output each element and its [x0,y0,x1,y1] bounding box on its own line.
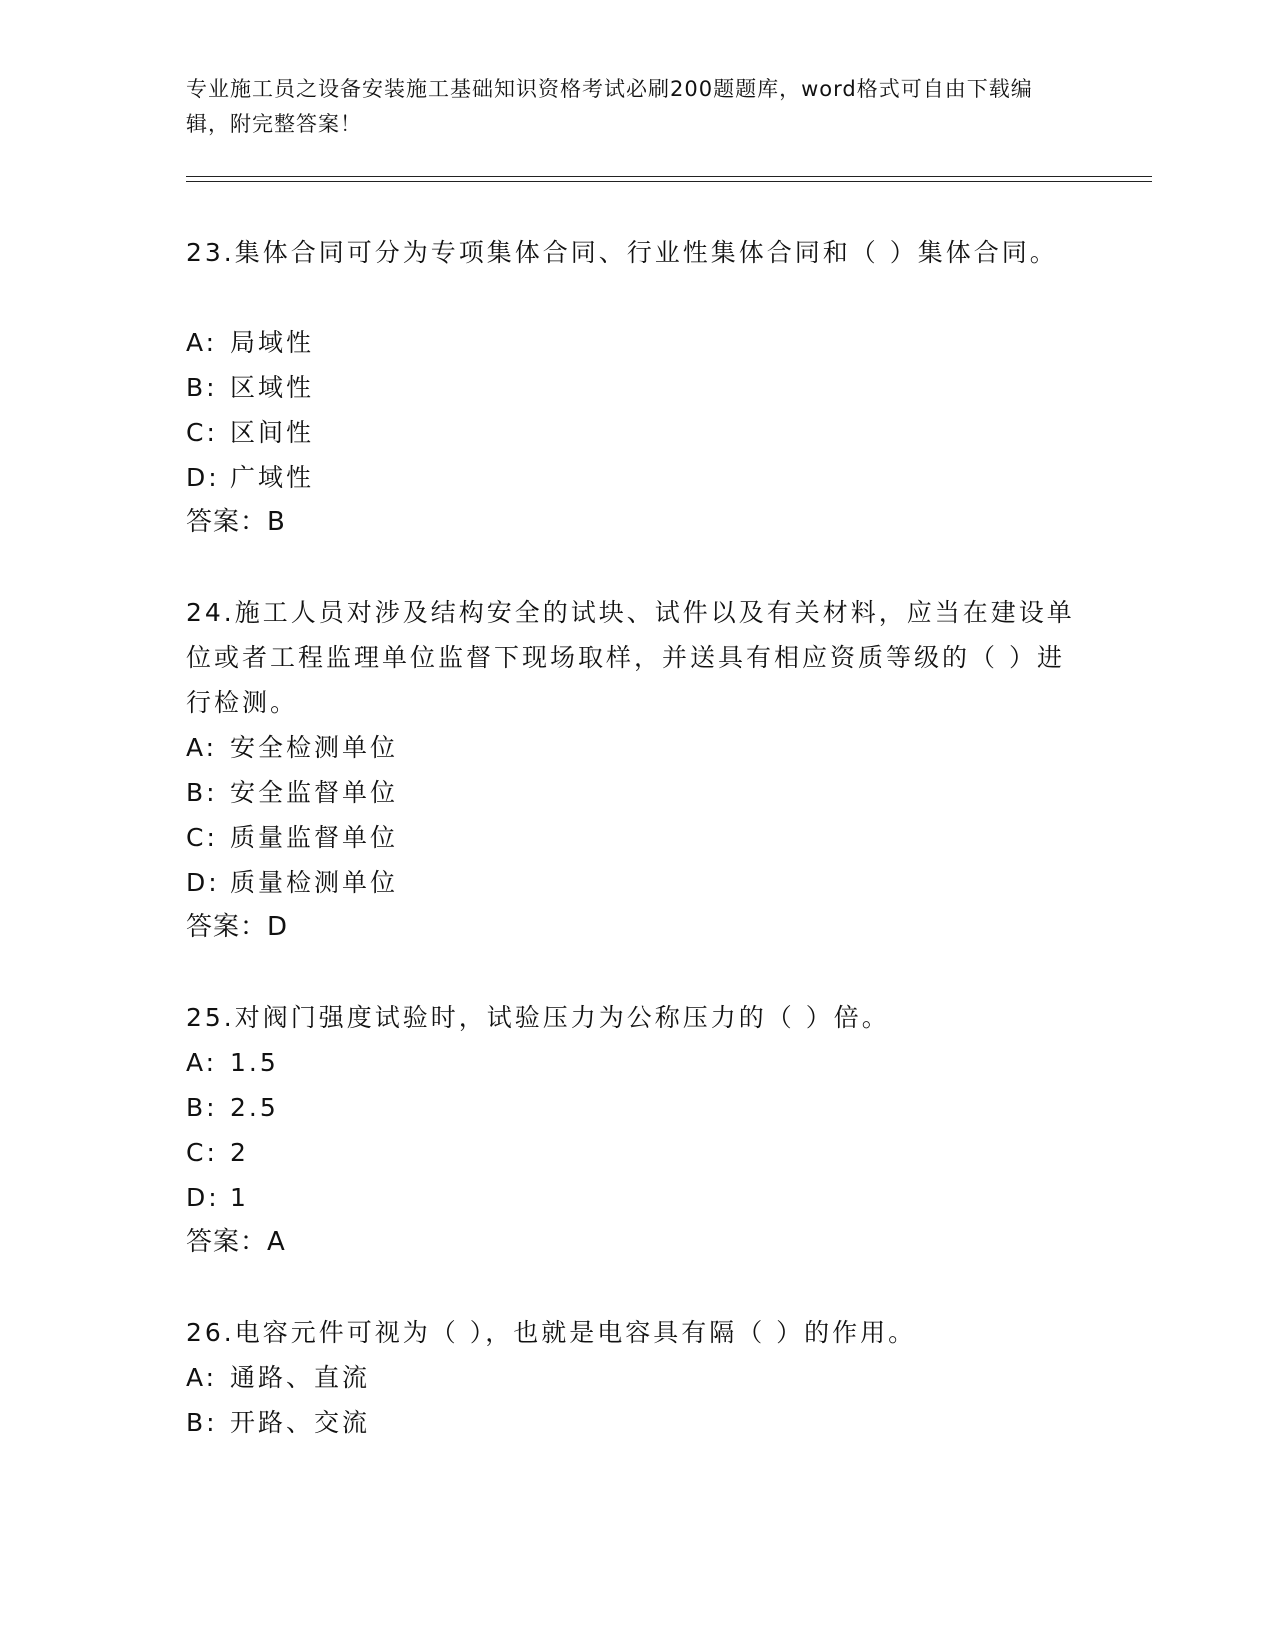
option-letter: D: [186,463,220,492]
option-text: 2.5 [230,1093,279,1122]
question-25-option-d [186,1175,249,1220]
option-text: 区间性 [230,418,315,447]
option-text: 局域性 [230,328,315,357]
question-25-option-a [186,1040,279,1085]
question-25-stem: 25.对阀门强度试验时，试验压力为公称压力的（ ）倍。 [186,1003,890,1032]
question-24-option-b [186,770,398,815]
option-letter: A: [186,328,218,357]
option-text: 广域性 [230,463,315,492]
option-letter: A: [186,1048,218,1077]
option-letter: C: [186,1138,218,1167]
question-23-option-d [186,455,314,500]
document-header: 专业施工员之设备安装施工基础知识资格考试必刷200题题库，word格式可自由下载编辑，附完整答案！ [186,77,1033,136]
option-text: 开路、交流 [230,1408,371,1437]
option-letter: C: [186,823,218,852]
question-23-stem: 23.集体合同可分为专项集体合同、行业性集体合同和（ ）集体合同。 [186,238,1058,267]
option-text: 2 [230,1138,249,1167]
option-text: 安全检测单位 [230,733,399,762]
option-text: 质量监督单位 [230,823,399,852]
question-24-answer: 答案：D [186,912,289,942]
question-23-option-a [186,320,314,365]
option-letter: D: [186,868,220,897]
question-25-option-c [186,1130,249,1175]
option-letter: C: [186,418,218,447]
question-23-option-c [186,410,314,455]
option-letter: B: [186,1093,218,1122]
question-24-option-d [186,860,398,905]
option-text: 1.5 [230,1048,279,1077]
question-25-answer: 答案：A [186,1227,286,1257]
option-text: 区域性 [230,373,315,402]
option-text: 安全监督单位 [230,778,399,807]
option-letter: D: [186,1183,220,1212]
question-23-option-b [186,365,314,410]
question-26-stem: 26.电容元件可视为（ ），也就是电容具有隔（ ）的作用。 [186,1318,917,1347]
option-letter: B: [186,1408,218,1437]
question-24-option-c [186,815,398,860]
option-text: 质量检测单位 [230,868,399,897]
question-24-stem: 24.施工人员对涉及结构安全的试块、试件以及有关材料，应当在建设单位或者工程监理单位监督下现场取样，并送具有相应资质等级的（ ）进行检测。 [186,598,1075,717]
option-text: 通路、直流 [230,1363,371,1392]
question-24-option-a [186,725,398,770]
question-25-option-b [186,1085,279,1130]
question-26-option-a [186,1355,370,1400]
option-letter: B: [186,373,218,402]
option-letter: A: [186,733,218,762]
option-letter: B: [186,778,218,807]
option-letter: A: [186,1363,218,1392]
question-23-answer: 答案：B [186,507,286,537]
question-26-option-b [186,1400,370,1445]
option-text: 1 [230,1183,249,1212]
header-divider [186,176,1152,182]
